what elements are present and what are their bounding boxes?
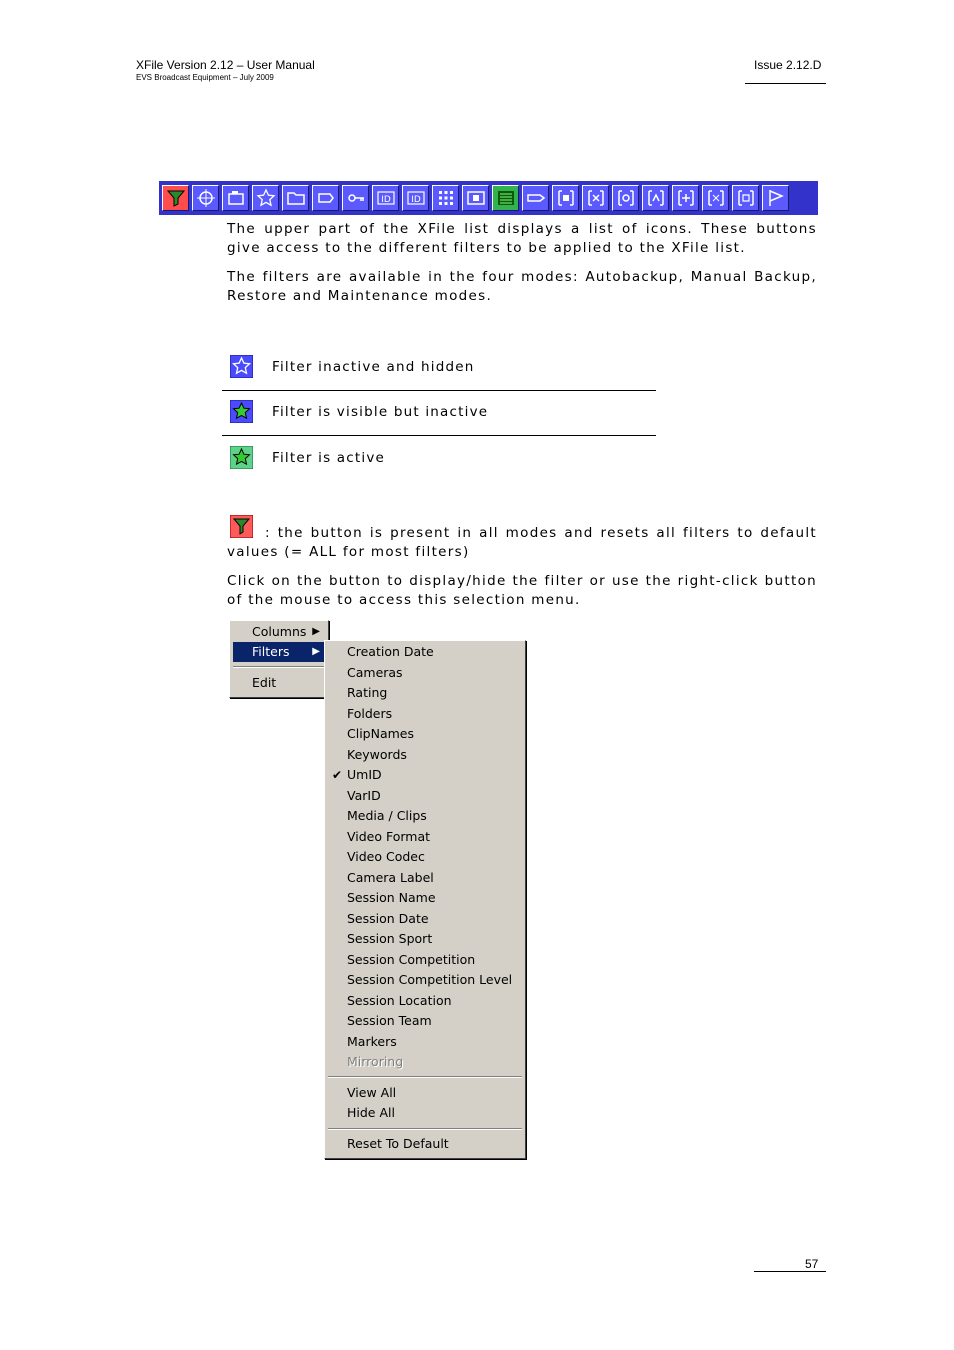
legend-row-visible xyxy=(222,392,656,436)
menu-item-edit-label: Edit xyxy=(252,675,277,690)
document-subtitle: EVS Broadcast Equipment – July 2009 xyxy=(136,73,274,82)
session-level-icon xyxy=(736,188,756,208)
toolbar-varid-button[interactable] xyxy=(402,185,429,211)
submenu-item-umid-label: UmID xyxy=(347,767,382,782)
submenu-item-session-date[interactable]: Session Date xyxy=(347,911,429,926)
modes-paragraph: The filters are available in the four modes: Autobackup, Manual Backup, Restore and Maintenance modes. xyxy=(227,269,817,304)
submenu-item-session-name[interactable]: Session Name xyxy=(347,890,436,905)
star-visible-inactive-icon xyxy=(230,400,253,423)
submenu-item-markers[interactable]: Markers xyxy=(347,1034,397,1049)
star-active-icon xyxy=(230,446,253,469)
toolbar-media-button[interactable] xyxy=(432,185,459,211)
submenu-item-mirroring: Mirroring xyxy=(347,1054,404,1069)
camera-label-icon xyxy=(586,188,606,208)
submenu-item-media-clips[interactable]: Media / Clips xyxy=(347,808,427,823)
legend-label-hidden: Filter inactive and hidden xyxy=(272,359,475,375)
menu-separator xyxy=(328,1128,522,1130)
toolbar-session-competition-button[interactable] xyxy=(642,185,669,211)
submenu-item-view-all[interactable]: View All xyxy=(347,1085,397,1100)
legend-divider xyxy=(222,435,656,436)
toolbar-video-format-button[interactable] xyxy=(462,185,489,211)
document-title: XFile Version 2.12 – User Manual xyxy=(136,58,315,72)
grid-icon xyxy=(436,188,456,208)
page-number: 57 xyxy=(805,1257,819,1271)
menu-separator xyxy=(328,1076,522,1078)
legend-row-active xyxy=(222,438,656,482)
legend-row-hidden xyxy=(222,347,656,391)
menu-item-filters-label: Filters xyxy=(252,644,290,659)
toolbar-video-codec-button[interactable] xyxy=(492,185,519,211)
toolbar-clipname-button[interactable] xyxy=(312,185,339,211)
camera-icon xyxy=(226,188,246,208)
filter-toolbar xyxy=(159,181,818,215)
toolbar-keyword-button[interactable] xyxy=(342,185,369,211)
submenu-item-varid[interactable]: VarID xyxy=(347,788,381,803)
filters-submenu xyxy=(324,640,526,1159)
submenu-item-session-competition-level[interactable]: Session Competition Level xyxy=(347,972,513,987)
menu-item-columns-label: Columns xyxy=(252,624,307,639)
legend-label-active: Filter is active xyxy=(272,450,386,466)
toolbar-session-team-button[interactable] xyxy=(732,185,759,211)
svg-text:ID: ID xyxy=(410,195,421,205)
tag-icon xyxy=(526,188,546,208)
submenu-item-session-sport[interactable]: Session Sport xyxy=(347,931,433,946)
key-icon xyxy=(346,188,366,208)
toolbar-session-level-button[interactable] xyxy=(672,185,699,211)
submenu-item-video-codec[interactable]: Video Codec xyxy=(347,849,425,864)
menu-separator xyxy=(233,666,325,668)
list-icon xyxy=(496,188,516,208)
toolbar-marker-button[interactable] xyxy=(762,185,789,211)
session-name-icon xyxy=(616,188,636,208)
context-menu xyxy=(229,620,329,698)
toolbar-target-button[interactable] xyxy=(192,185,219,211)
session-sport-icon xyxy=(676,188,696,208)
submenu-item-session-team[interactable]: Session Team xyxy=(347,1013,432,1028)
submenu-item-camera-label[interactable]: Camera Label xyxy=(347,870,434,885)
submenu-item-hide-all[interactable]: Hide All xyxy=(347,1105,395,1120)
menu-item-columns[interactable] xyxy=(233,622,325,642)
media-icon xyxy=(466,188,486,208)
intro-paragraph: The upper part of the XFile list displays a list of icons. These buttons give access to the different filters to be applied to the XFile list. xyxy=(227,221,817,256)
submenu-item-session-competition[interactable]: Session Competition xyxy=(347,952,476,967)
click-paragraph: Click on the button to display/hide the filter or use the right-click button of the mouse to access this selection menu. xyxy=(227,573,817,608)
submenu-arrow-icon: ▶ xyxy=(312,646,320,657)
toolbar-camera-button[interactable] xyxy=(222,185,249,211)
submenu-item-cameras[interactable]: Cameras xyxy=(347,665,403,680)
submenu-arrow-icon: ▶ xyxy=(312,626,320,637)
funnel-icon xyxy=(166,188,186,208)
toolbar-session-date-button[interactable] xyxy=(582,185,609,211)
header-divider xyxy=(745,83,826,84)
star-icon xyxy=(256,188,276,208)
target-icon xyxy=(196,188,216,208)
toolbar-session-location-button[interactable] xyxy=(702,185,729,211)
toolbar-folder-button[interactable] xyxy=(282,185,309,211)
marker-icon xyxy=(766,188,786,208)
submenu-item-keywords[interactable]: Keywords xyxy=(347,747,407,762)
submenu-item-creation-date[interactable]: Creation Date xyxy=(347,644,434,659)
legend-label-visible: Filter is visible but inactive xyxy=(272,404,489,420)
id-icon xyxy=(376,188,396,208)
reset-filter-button[interactable] xyxy=(162,185,189,211)
toolbar-session-sport-button[interactable] xyxy=(612,185,639,211)
submenu-item-clipnames[interactable]: ClipNames xyxy=(347,726,414,741)
footer-divider xyxy=(754,1271,826,1272)
menu-item-edit[interactable] xyxy=(233,673,325,693)
submenu-item-video-format[interactable]: Video Format xyxy=(347,829,431,844)
session-competition-icon xyxy=(706,188,726,208)
submenu-item-rating[interactable]: Rating xyxy=(347,685,388,700)
submenu-item-folders[interactable]: Folders xyxy=(347,706,393,721)
toolbar-session-name-button[interactable] xyxy=(552,185,579,211)
checkmark-icon: ✔ xyxy=(332,768,343,782)
session-date-icon xyxy=(646,188,666,208)
toolbar-rating-button[interactable] xyxy=(252,185,279,211)
clip-icon xyxy=(316,188,336,208)
submenu-item-session-location[interactable]: Session Location xyxy=(347,993,452,1008)
folder-icon xyxy=(286,188,306,208)
reset-paragraph: : the button is present in all modes and resets all filters to default values (= ALL for most filters) xyxy=(227,525,817,560)
submenu-item-reset-to-default[interactable]: Reset To Default xyxy=(347,1136,449,1151)
toolbar-camera-label-button[interactable] xyxy=(522,185,549,211)
svg-text:ID: ID xyxy=(380,195,391,205)
submenu-item-umid[interactable] xyxy=(328,765,522,785)
toolbar-umid-button[interactable] xyxy=(372,185,399,211)
codec-icon xyxy=(556,188,576,208)
menu-item-filters[interactable] xyxy=(233,642,325,662)
star-inactive-hidden-icon xyxy=(230,355,253,378)
legend-divider xyxy=(222,390,656,391)
issue-label: Issue 2.12.D xyxy=(754,58,822,72)
id-icon-2 xyxy=(406,188,426,208)
